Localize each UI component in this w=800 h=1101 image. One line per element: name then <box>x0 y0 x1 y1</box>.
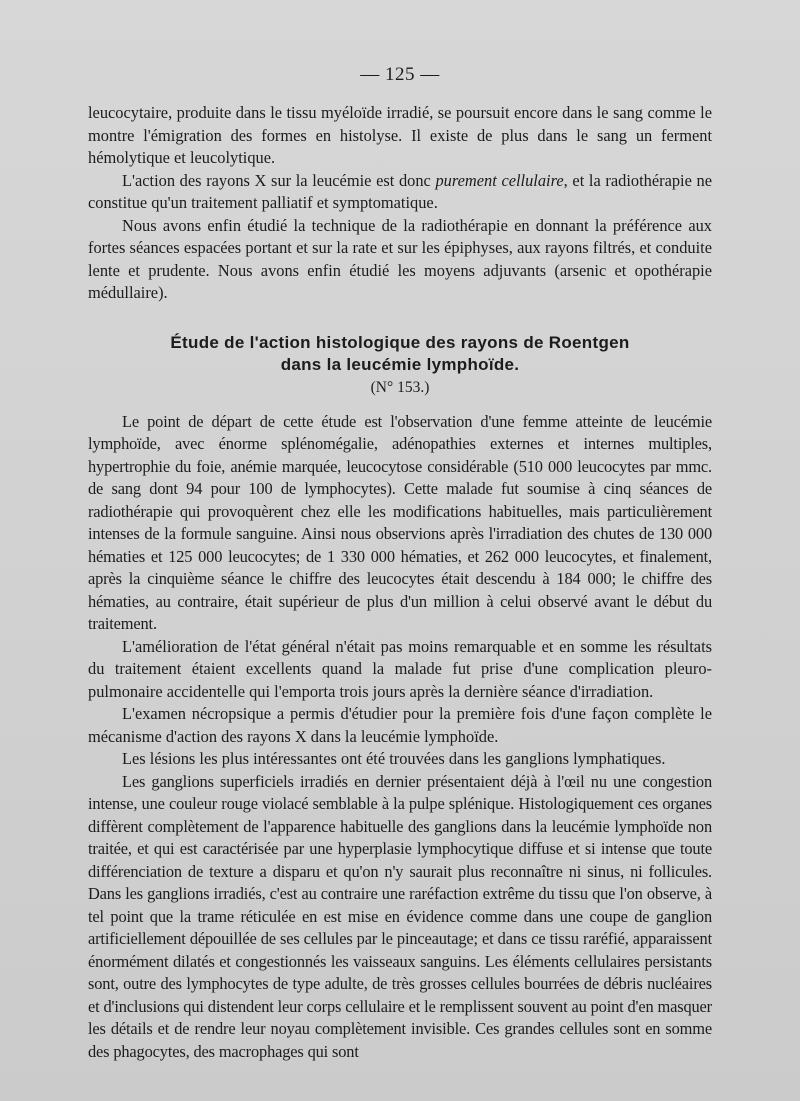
rayons-paragraph <box>88 170 712 215</box>
section-title <box>88 332 712 377</box>
body-paragraph-5: Les ganglions superficiels irradiés en dernier présentaient déjà à l'œil nu une congestion intense, une couleur rouge violacé semblable à la pulpe splénique. Histologiquement ces organes diffèrent complètement de l'apparence habituelle des ganglions dans la leucémie lymphoïde non traitée, et qui est caractérisée par une hyperplasie lymphocytique diffuse et si intense que toute différenciation de texture a disparu et qu'on n'y saurait plus reconnaître ni sinus, ni follicules. Dans les ganglions irradiés, c'est au contraire une raréfaction extrême du tissu que l'on observe, à tel point que la trame réticulée en est mise en évidence comme dans une coupe de ganglion artificiellement dépouillée de ses cellules par le pinceautage; et dans ce tissu raréfié, apparaissent énormément dilatés et congestionnés les vaisseaux sanguins. Les éléments cellulaires persistants sont, outre des lymphocytes de type adulte, de très grosses cellules bourrées de débris nucléaires et d'inclusions qui distendent leur corps cellulaire et le remplissent souvent au point d'en masquer les détails et de rendre leur noyau complètement invisible. Ces grandes cellules sont en somme des phagocytes, des macrophages qui sont <box>88 771 712 1061</box>
section-reference: (N° 153.) <box>370 378 430 396</box>
technique-paragraph: Nous avons enfin étudié la technique de la radiothérapie en donnant la préférence aux fortes séances espacées portant et sur la rate et sur les épiphyses, aux rayons filtrés, et conduite lente et prudente. Nous avons enfin étudié les moyens adjuvants (arsenic et opothérapie médullaire). <box>88 215 712 302</box>
section-title-line-1: Étude de l'action histologique des rayons de Roentgen <box>170 332 630 352</box>
body-paragraph-1: Le point de départ de cette étude est l'observation d'une femme atteinte de leucémie lymphoïde, avec énorme splénomégalie, adénopathies externes et internes multiples, hypertrophie du foie, anémie marquée, leucocytose considérable (510 000 leucocytes par mmc. de sang dont 94 pour 100 de lymphocytes). Cette malade fut soumise à cinq séances de radiothérapie qui provoquèrent chez elle les modifications habituelles, mais particulièrement intenses de la formule sanguine. Ainsi nous observions après l'irradiation des chutes de 130 000 hématies et 125 000 leucocytes; de 1 330 000 hématies, et 262 000 leucocytes, et finalement, après la cinquième séance le chiffre des leucocytes était descendu à 184 000; le chiffre des hématies, au contraire, était supérieur de plus d'un million à celui observé avant le début du traitement. <box>88 411 712 633</box>
body-paragraph-2: L'amélioration de l'état général n'était pas moins remarquable et en somme les résultats du traitement étaient excellents quand la malade fut prise d'une complication pleuro-pulmonaire accidentelle qui l'emporta trois jours après la dernière séance d'irradiation. <box>88 636 712 701</box>
intro-paragraph: leucocytaire, produite dans le tissu myéloïde irradié, se poursuit encore dans le sang comme le montre l'émigration des formes en histolyse. Il existe de plus dans le sang un ferment hémolytique et leucolytique. <box>88 103 712 167</box>
body-paragraph-4: Les lésions les plus intéressantes ont été trouvées dans les ganglions lymphatiques. <box>122 749 666 768</box>
body-paragraph-3: L'examen nécropsique a permis d'étudier pour la première fois d'une façon complète le mécanisme d'action des rayons X dans la leucémie lymphoïde. <box>88 704 712 746</box>
section-title-line-2: dans la leucémie lymphoïde. <box>280 355 520 374</box>
page-content <box>88 102 712 1063</box>
page-number: — 125 — <box>360 64 440 85</box>
rayons-emphasis: purement cellulaire <box>435 170 564 190</box>
rayons-text-after: , et la radiothérapie ne constitue qu'un traitement palliatif et symptomatique. <box>88 170 713 212</box>
rayons-text-before: L'action des rayons X sur la leucémie est donc <box>122 170 436 190</box>
